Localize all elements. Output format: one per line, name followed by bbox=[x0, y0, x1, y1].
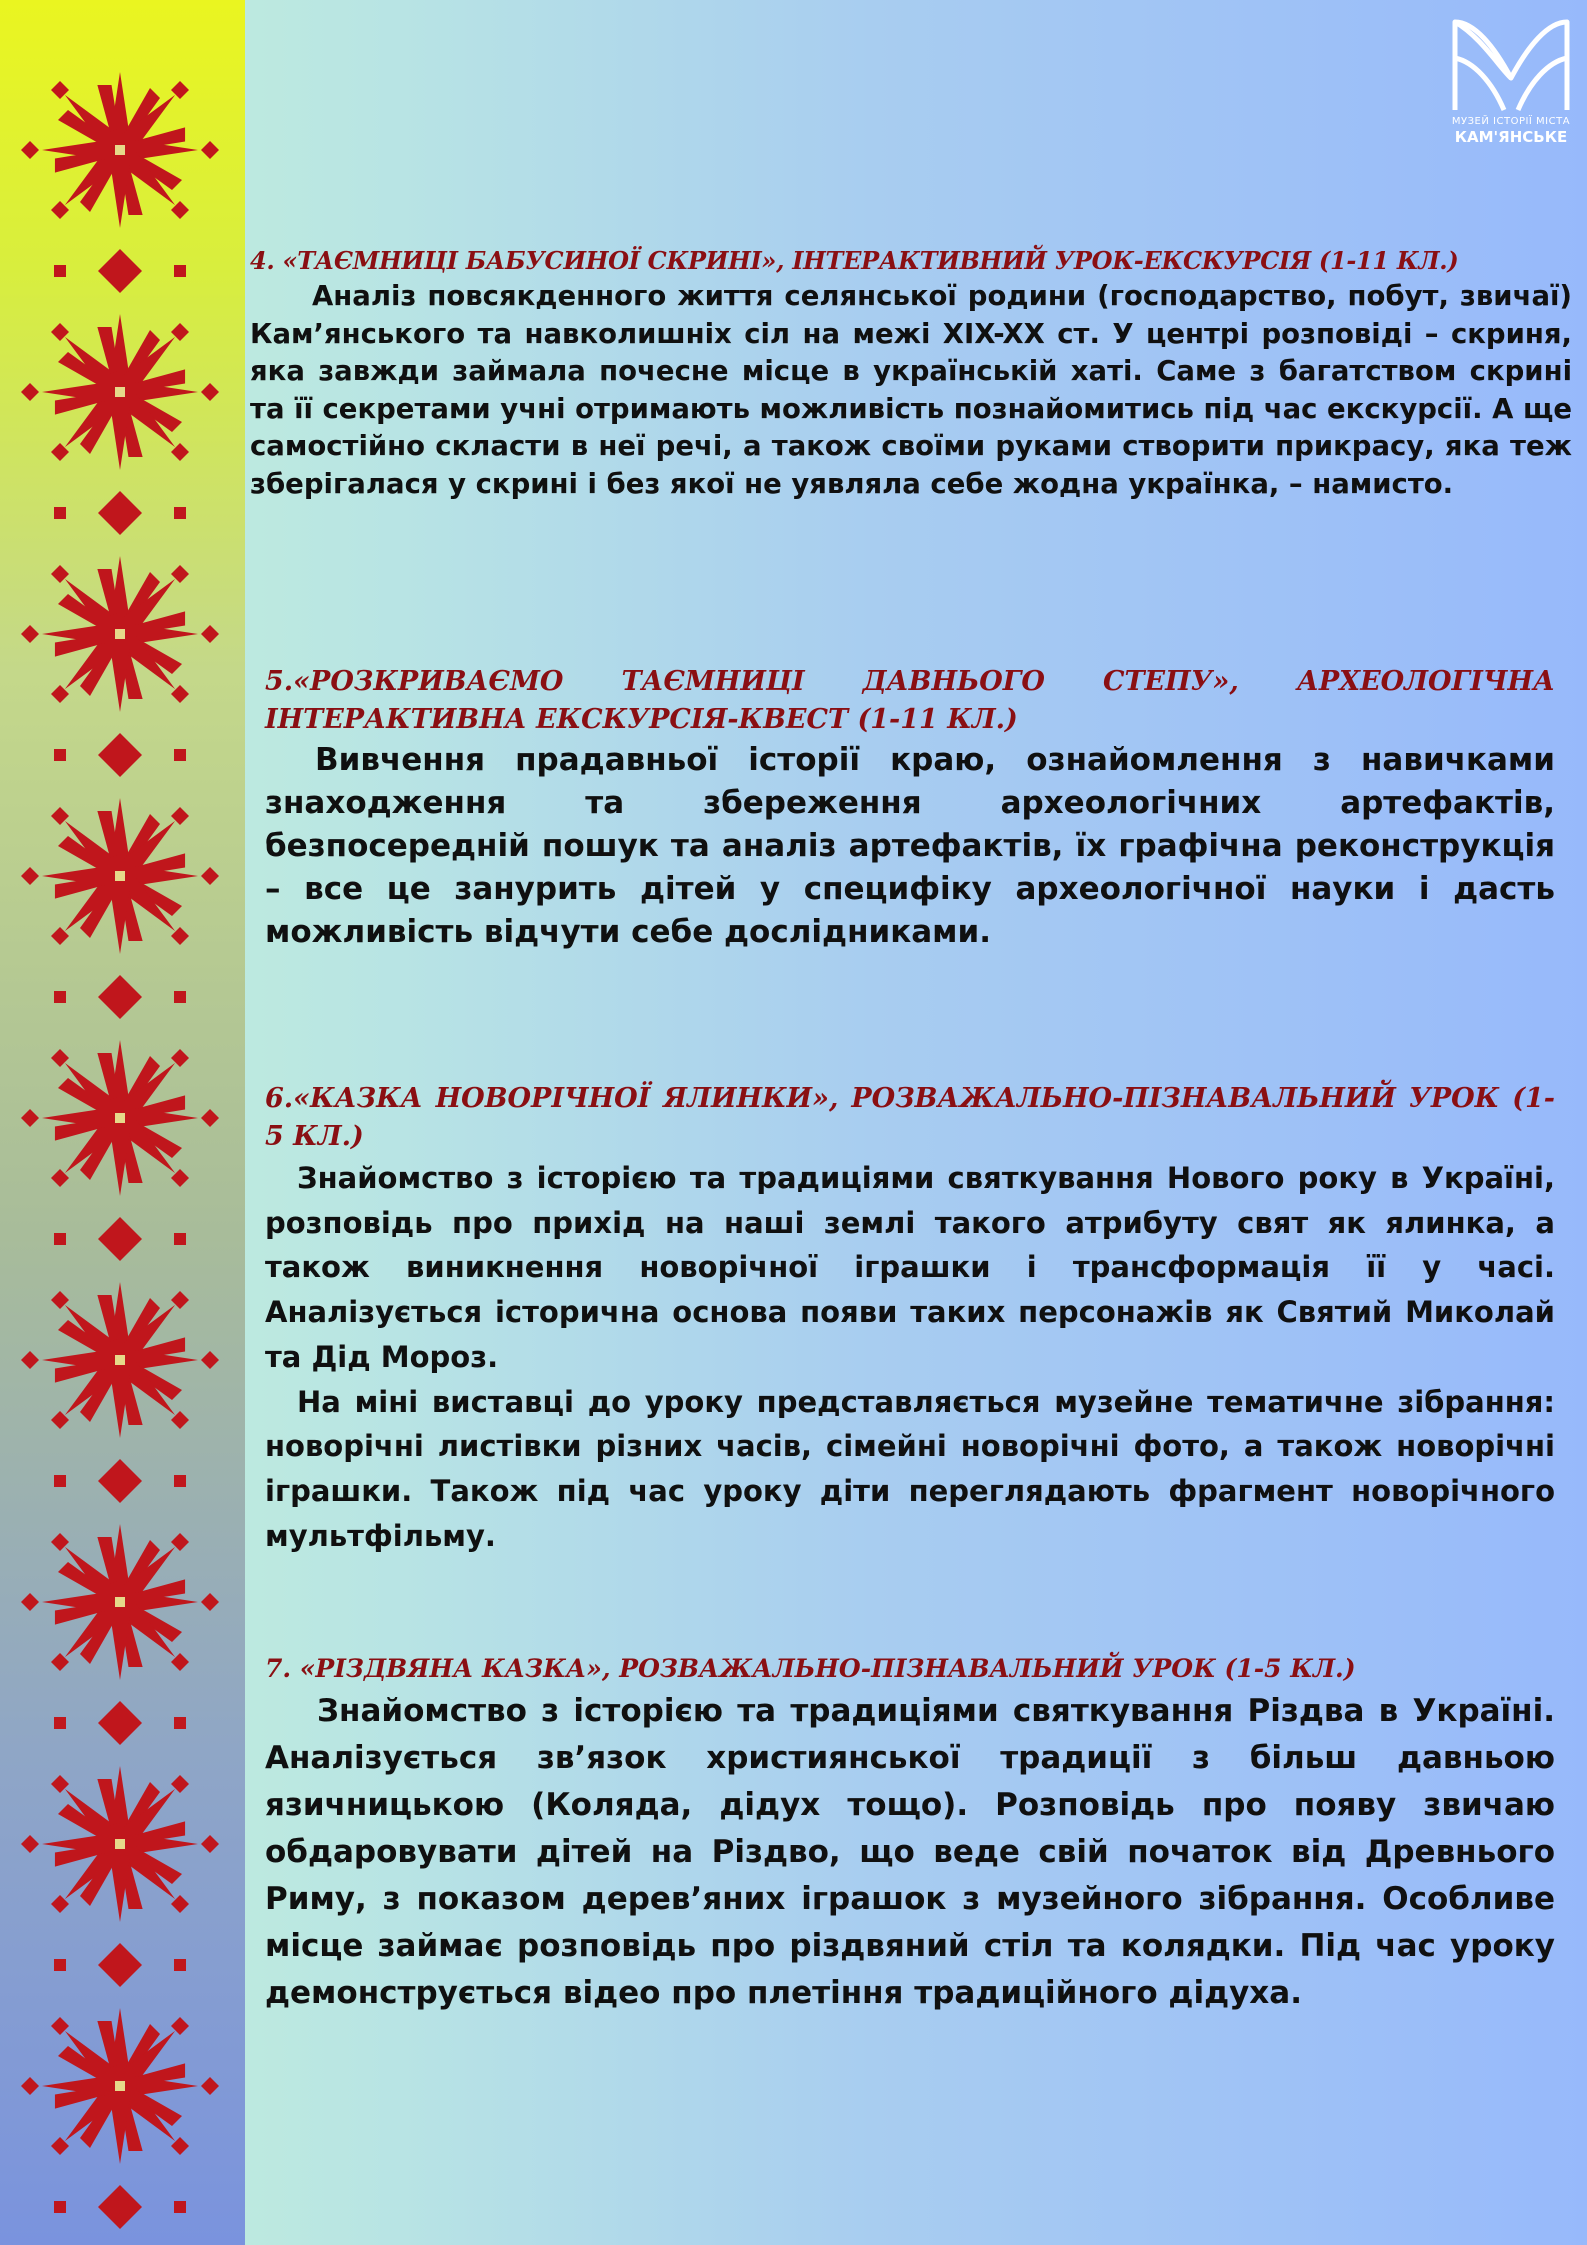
section-paragraph: Аналіз повсякденного життя селянської родини (господарство, побут, звичаї) Кам’янського та навколишніх сіл на межі XIX-XX ст. У центрі розповіді – скриня, яка завжди займала почесне місце в українській хаті. Саме з багатством скрині та її секретами учні отримають можливість познайомитись під час екскурсії. А ще самостійно скласти в неї речі, а також своїми руками створити прикрасу, яка теж зберігалася у скрині і без якої не уявляла себе жодна українка, – намисто. bbox=[250, 280, 1573, 500]
section-paragraph: Знайомство з історією та традиціями святкування Нового року в Україні, розповідь про прихід на наші землі такого атрибуту свят як ялинка, а також виникнення новорічної іграшки і трансформація її у часі. Аналізується історична основа появи таких персонажів як Святий Миколай та Дід Мороз. bbox=[265, 1161, 1555, 1374]
museum-arch-icon bbox=[1450, 18, 1572, 118]
section-heading: 6.«КАЗКА НОВОРІЧНОЇ ЯЛИНКИ», РОЗВАЖАЛЬНО-ПІЗНАВАЛЬНИЙ УРОК (1-5 КЛ.) bbox=[265, 1083, 1555, 1152]
section-heading: 5.«РОЗКРИВАЄМО ТАЄМНИЦІ ДАВНЬОГО СТЕПУ», АРХЕОЛОГІЧНА ІНТЕРАКТИВНА ЕКСКУРСІЯ-КВЕСТ (1-11 КЛ.) bbox=[265, 666, 1555, 735]
embroidery-ornament-icon bbox=[0, 0, 245, 2245]
excursion-section-7 bbox=[265, 1650, 1555, 2017]
section-heading: 7. «РІЗДВЯНА КАЗКА», РОЗВАЖАЛЬНО-ПІЗНАВАЛЬНИЙ УРОК (1-5 КЛ.) bbox=[265, 1654, 1356, 1683]
embroidery-strip bbox=[0, 0, 245, 2245]
excursion-section-6 bbox=[265, 1080, 1555, 1558]
logo-caption-top: МУЗЕЙ ІСТОРІЇ МІСТА bbox=[1451, 116, 1571, 127]
logo-caption-city: КАМ'ЯНСЬКЕ bbox=[1454, 128, 1568, 146]
museum-logo bbox=[1450, 18, 1572, 148]
excursion-section-5 bbox=[265, 663, 1555, 954]
section-paragraph: На міні виставці до уроку представляється музейне тематичне зібрання: новорічні листівки різних часів, сімейні новорічні фото, а також новорічні іграшки. Також під час уроку діти переглядають фрагмент новорічного мультфільму. bbox=[265, 1384, 1555, 1553]
section-paragraph: Вивчення прадавньої історії краю, ознайомлення з навичками знаходження та збереження археологічних артефактів, безпосередній пошук та аналіз артефактів, їх графічна реконструкція – все це занурить дітей у специфіку археологічної науки і дасть можливість відчути себе дослідниками. bbox=[265, 742, 1555, 950]
excursion-section-4 bbox=[250, 244, 1572, 504]
section-paragraph: Знайомство з історією та традиціями святкування Різдва в Україні. Аналізується зв’язок християнської традиції з більш давньою язичницькою (Коляда, дідух тощо). Розповідь про появу звичаю обдаровувати дітей на Різдво, що веде свій початок від Древнього Риму, з показом дерев’яних іграшок з музейного зібрання. Особливе місце займає розповідь про різдвяний стіл та колядки. Під час уроку демонструється відео про плетіння традиційного дідуха. bbox=[265, 1693, 1555, 2011]
section-heading: 4. «ТАЄМНИЦІ БАБУСИНОЇ СКРИНІ», ІНТЕРАКТИВНИЙ УРОК-ЕКСКУРСІЯ (1-11 КЛ.) bbox=[250, 246, 1459, 275]
